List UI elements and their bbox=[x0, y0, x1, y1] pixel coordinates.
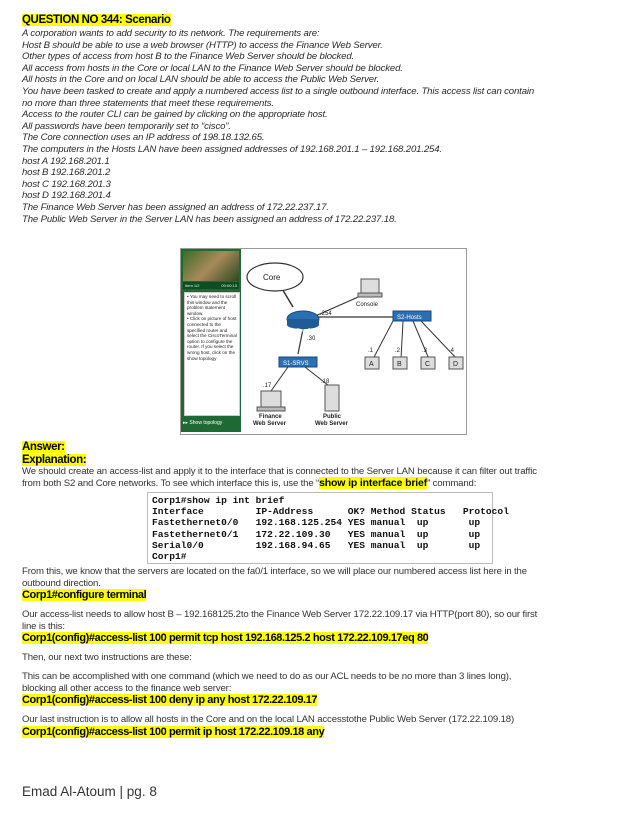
permit-tcp-cmd: Corp1(config)#access-list 100 permit tcp host 192.168.125.2 host 172.22.109.17eq 80 bbox=[22, 632, 429, 645]
scenario-line: Host B should be able to use a web browser (HTTP) to access the Finance Web Server. bbox=[22, 39, 383, 51]
scenario-line: The Public Web Server in the Server LAN has been assigned an address of 172.22.237.18. bbox=[22, 213, 397, 225]
public-server[interactable] bbox=[325, 385, 339, 411]
ip-254-label: .254 bbox=[320, 311, 332, 317]
solution-block bbox=[22, 566, 618, 739]
scenario-line: A corporation wants to add security to its network. The requirements are: bbox=[22, 28, 320, 39]
scenario-text bbox=[22, 28, 618, 225]
host-b-label: B bbox=[397, 361, 402, 368]
core-label: Core bbox=[263, 273, 281, 282]
sidebar-header bbox=[183, 282, 239, 289]
topology-svg bbox=[243, 249, 465, 432]
explanation-line-2: from both S2 and Core networks. To see which interface this is, use the “show ip interface brief” command: bbox=[22, 476, 477, 489]
scenario-line: All hosts in the Core and on local LAN should be able to access the Public Web Server. bbox=[22, 74, 380, 86]
router-label: Corp1 bbox=[296, 328, 311, 334]
from-this-line-2: outbound direction. bbox=[22, 577, 101, 589]
ip-17-label: .17 bbox=[263, 383, 272, 389]
scenario-line: The Core connection uses an IP address of 198.18.132.65. bbox=[22, 132, 265, 144]
from-this-line-1: From this, we know that the servers are located on the fa0/1 interface, so we will place our numbered access list here in the bbox=[22, 566, 527, 577]
topology-diagram bbox=[243, 249, 465, 432]
help-panel: • You may need to scroll this window and the problem statement window. • Click on picture of host connected to the specified router and select the CiscoTerminal option to configure the router. If you select the wrong host, click on the show topology bbox=[184, 292, 240, 416]
sidebar-photo bbox=[183, 251, 239, 281]
show-topology-button[interactable]: ▸▸ Show topology bbox=[183, 420, 223, 426]
show-ip-int-brief-cmd: show ip interface brief bbox=[319, 476, 428, 489]
switch-hosts-label: S2-Hosts bbox=[397, 315, 422, 321]
scenario-line: You have been tasked to create and apply a numbered access list to a single outbound interface. This access list can contain bbox=[22, 85, 535, 97]
ip-30-label: .30 bbox=[307, 336, 316, 342]
host-a-label: A bbox=[369, 361, 374, 368]
host-c-ip: .3 bbox=[422, 348, 428, 354]
one-command-line-1: This can be accomplished with one command (which we need to do as our ACL needs to be no more than 3 lines long), bbox=[22, 670, 512, 682]
answer-block bbox=[22, 441, 618, 489]
host-d-ip: .4 bbox=[449, 348, 455, 354]
explanation-label: Explanation: bbox=[22, 453, 87, 466]
host-a-ip: .1 bbox=[368, 348, 374, 354]
configure-terminal-cmd: Corp1#configure terminal bbox=[22, 589, 147, 602]
help-item-2: Click on picture of host connected to the specified router and select the CiscoTerminal option to configure the router. If you select the wrong host, click on the show topology bbox=[187, 316, 237, 361]
allow-line-2: line is this: bbox=[22, 620, 65, 632]
scenario-line: host A 192.168.201.1 bbox=[22, 155, 110, 167]
terminal-line: Serial0/0 192.168.94.65 YES manual up up bbox=[152, 539, 481, 551]
scenario-line: All passwords have been temporarily set to “cisco”. bbox=[22, 120, 231, 132]
figure-sidebar bbox=[181, 249, 241, 432]
allow-line-1: Our access-list needs to allow host B – 192.168125.2to the Finance Web Server 172.22.109.17 via HTTP(port 80), so our first bbox=[22, 609, 538, 621]
terminal-line: Fastethernet0/0 192.168.125.254 YES manual up up bbox=[152, 517, 481, 529]
answer-label: Answer: bbox=[22, 441, 65, 453]
terminal-line: Corp1#show ip int brief bbox=[152, 495, 285, 506]
explanation-line-1: We should create an access-list and apply it to the interface that is connected to the Server LAN because it can filter out traffic bbox=[22, 466, 537, 477]
finance-label-2: Web Server bbox=[253, 421, 286, 427]
one-command-line-2: blocking all other access to the finance web server: bbox=[22, 682, 232, 694]
scenario-line: host D 192.168.201.4 bbox=[22, 190, 111, 202]
scenario-line: The computers in the Hosts LAN have been assigned addresses of 192.168.201.1 – 192.168.201.254. bbox=[22, 143, 442, 155]
ip-18-label: .18 bbox=[321, 379, 330, 385]
finance-server[interactable] bbox=[261, 391, 281, 407]
scenario-line: no more than three statements that meet these requirements. bbox=[22, 97, 274, 109]
sidebar-header-left: Item 1/2 bbox=[185, 283, 200, 288]
terminal-output bbox=[147, 492, 509, 564]
show-topology-label: Show topology bbox=[189, 420, 223, 426]
terminal-line: Fastethernet0/1 172.22.109.30 YES manual up up bbox=[152, 528, 481, 540]
public-label-2: Web Server bbox=[315, 421, 348, 427]
host-c-label: C bbox=[425, 361, 431, 368]
switch-srvs-label: S1-SRVS bbox=[283, 361, 309, 367]
finance-label-1: Finance bbox=[259, 414, 282, 420]
console-pc[interactable] bbox=[361, 279, 379, 293]
scenario-line: Access to the router CLI can be gained by clicking on the appropriate host. bbox=[22, 109, 328, 121]
sidebar-header-right: 00:00:13 bbox=[221, 283, 237, 288]
scenario-line: All access from hosts in the Core or local LAN to the Finance Web Server should be blocked. bbox=[22, 62, 403, 74]
host-b-ip: .2 bbox=[395, 348, 401, 354]
scenario-line: Other types of access from host B to the Finance Web Server should be blocked. bbox=[22, 51, 355, 63]
public-label-1: Public bbox=[323, 414, 342, 420]
terminal-line: Interface IP-Address OK? Method Status Protocol bbox=[152, 506, 509, 518]
scenario-line: The Finance Web Server has been assigned an address of 172.22.237.17. bbox=[22, 201, 329, 213]
last-instruction: Our last instruction is to allow all hosts in the Core and on the local LAN accesstothe Public Web Server (172.22.109.18) bbox=[22, 714, 515, 726]
host-d-label: D bbox=[453, 361, 459, 368]
scenario-line: host C 192.168.201.3 bbox=[22, 178, 111, 190]
help-item-1: You may need to scroll this window and the problem statement window. bbox=[187, 294, 237, 316]
network-figure bbox=[180, 248, 467, 435]
terminal-line: Corp1# bbox=[152, 551, 187, 563]
deny-cmd: Corp1(config)#access-list 100 deny ip any host 172.22.109.17 bbox=[22, 694, 318, 707]
question-block bbox=[22, 14, 618, 225]
console-label: Console bbox=[356, 302, 379, 308]
permit-ip-cmd: Corp1(config)#access-list 100 permit ip host 172.22.109.18 any bbox=[22, 725, 325, 738]
page-footer: Emad Al-Atoum | pg. 8 bbox=[22, 784, 157, 799]
question-title: QUESTION NO 344: Scenario bbox=[22, 14, 171, 26]
next-instructions: Then, our next two instructions are these: bbox=[22, 652, 192, 664]
scenario-line: host B 192.168.201.2 bbox=[22, 167, 111, 179]
